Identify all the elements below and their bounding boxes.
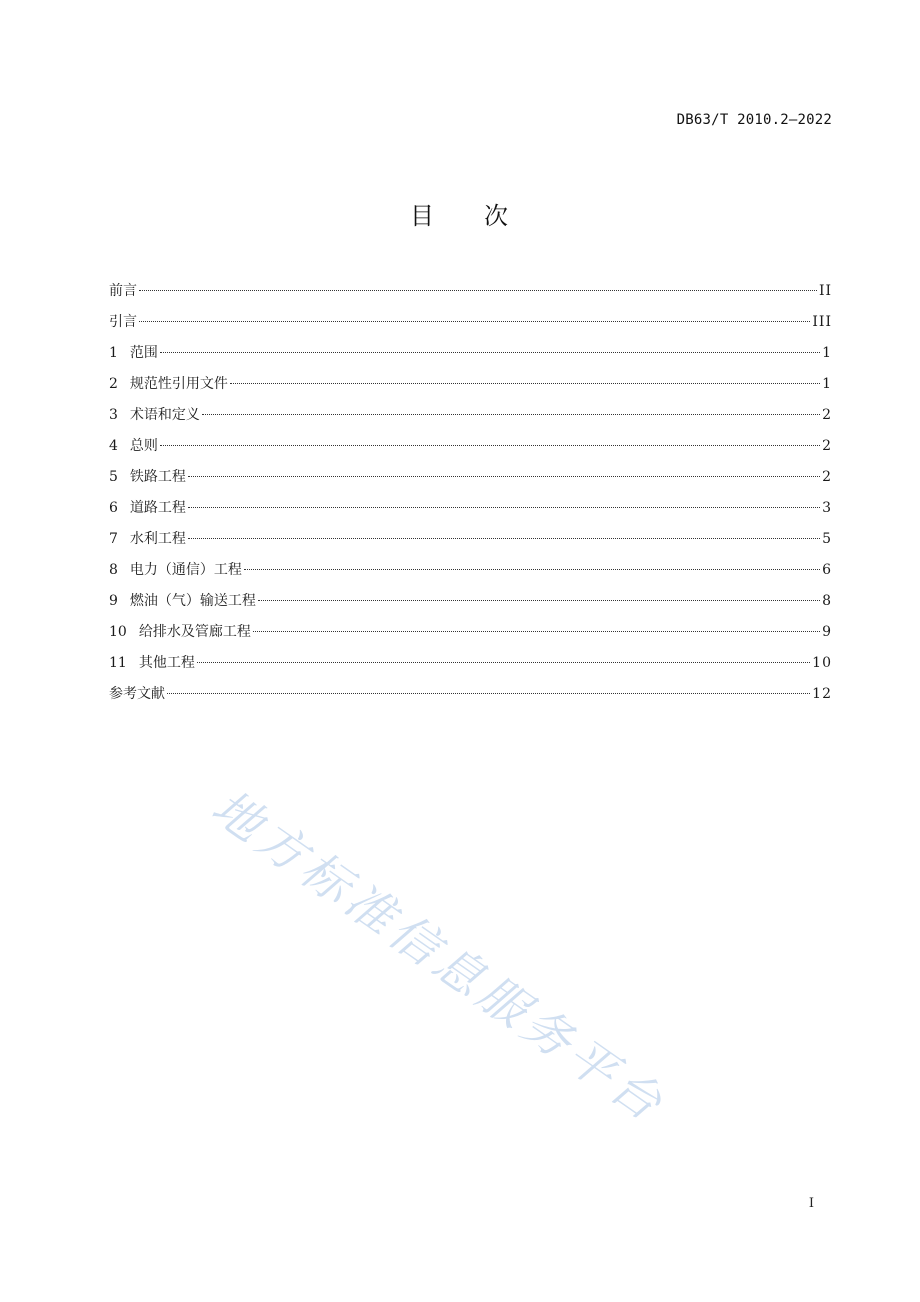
toc-entry-label: 术语和定义 — [129, 407, 200, 423]
toc-entry-label: 其他工程 — [138, 655, 195, 671]
toc-title — [0, 196, 920, 231]
toc-entry-references — [109, 683, 832, 714]
toc-entry-7 — [109, 528, 832, 559]
toc-entry-page: 9 — [822, 624, 832, 640]
toc-entry-5 — [109, 466, 832, 497]
toc-entry-3 — [109, 404, 832, 435]
watermark-text: 地方标准信息服务平台 — [201, 779, 677, 1135]
toc-entry-introduction — [109, 311, 832, 342]
toc-dot-leader — [202, 414, 820, 415]
toc-dot-leader — [188, 476, 820, 477]
toc-entry-1 — [109, 342, 832, 373]
toc-entry-page: 5 — [822, 531, 832, 547]
document-code: DB63/T 2010.2—2022 — [676, 112, 832, 128]
toc-entry-label: 前言 — [109, 283, 137, 299]
table-of-contents — [109, 280, 832, 714]
toc-entry-9 — [109, 590, 832, 621]
toc-entry-number: 10 — [109, 624, 127, 640]
toc-entry-4 — [109, 435, 832, 466]
toc-entry-page: 6 — [822, 562, 832, 578]
toc-dot-leader — [167, 693, 810, 694]
toc-entry-page: 8 — [822, 593, 832, 609]
toc-entry-page: 12 — [812, 686, 832, 702]
toc-entry-foreword — [109, 280, 832, 311]
toc-dot-leader — [197, 662, 810, 663]
toc-entry-page: 2 — [822, 469, 832, 485]
toc-entry-page: 10 — [812, 655, 832, 671]
toc-entry-label: 水利工程 — [129, 531, 186, 547]
toc-entry-number: 5 — [109, 469, 118, 485]
toc-entry-page: 1 — [822, 345, 832, 361]
toc-dot-leader — [253, 631, 820, 632]
toc-entry-number: 8 — [109, 562, 118, 578]
page-number: I — [808, 1196, 814, 1211]
toc-entry-label: 燃油（气）输送工程 — [129, 593, 256, 609]
toc-entry-number: 9 — [109, 593, 118, 609]
toc-dot-leader — [244, 569, 820, 570]
toc-dot-leader — [139, 321, 810, 322]
toc-dot-leader — [160, 445, 820, 446]
toc-dot-leader — [258, 600, 820, 601]
toc-dot-leader — [188, 538, 820, 539]
toc-dot-leader — [160, 352, 820, 353]
toc-entry-number: 7 — [109, 531, 118, 547]
toc-dot-leader — [139, 290, 817, 291]
toc-entry-label: 范围 — [129, 345, 158, 361]
toc-entry-number: 3 — [109, 407, 118, 423]
toc-entry-6 — [109, 497, 832, 528]
toc-entry-label: 参考文献 — [109, 686, 165, 702]
toc-entry-label: 铁路工程 — [129, 469, 186, 485]
toc-title-char-1: 目 — [410, 202, 436, 230]
toc-entry-10 — [109, 621, 832, 652]
toc-entry-page: 3 — [822, 500, 832, 516]
toc-entry-label: 规范性引用文件 — [129, 376, 228, 392]
toc-entry-label: 总则 — [129, 438, 158, 454]
toc-entry-label: 给排水及管廊工程 — [138, 624, 251, 640]
toc-entry-number: 6 — [109, 500, 118, 516]
toc-entry-page: II — [818, 283, 832, 299]
toc-entry-page: 2 — [822, 438, 832, 454]
toc-entry-label: 电力（通信）工程 — [129, 562, 242, 578]
toc-title-char-2: 次 — [484, 202, 510, 230]
toc-entry-page: 2 — [822, 407, 832, 423]
toc-entry-number: 2 — [109, 376, 118, 392]
toc-entry-label: 引言 — [109, 314, 137, 330]
toc-dot-leader — [230, 383, 820, 384]
toc-entry-2 — [109, 373, 832, 404]
toc-entry-page: III — [812, 314, 832, 330]
toc-entry-number: 11 — [109, 655, 127, 671]
toc-entry-page: 1 — [822, 376, 832, 392]
toc-entry-label: 道路工程 — [129, 500, 186, 516]
toc-dot-leader — [188, 507, 820, 508]
toc-entry-number: 1 — [109, 345, 118, 361]
toc-entry-number: 4 — [109, 438, 118, 454]
toc-entry-8 — [109, 559, 832, 590]
toc-entry-11 — [109, 652, 832, 683]
